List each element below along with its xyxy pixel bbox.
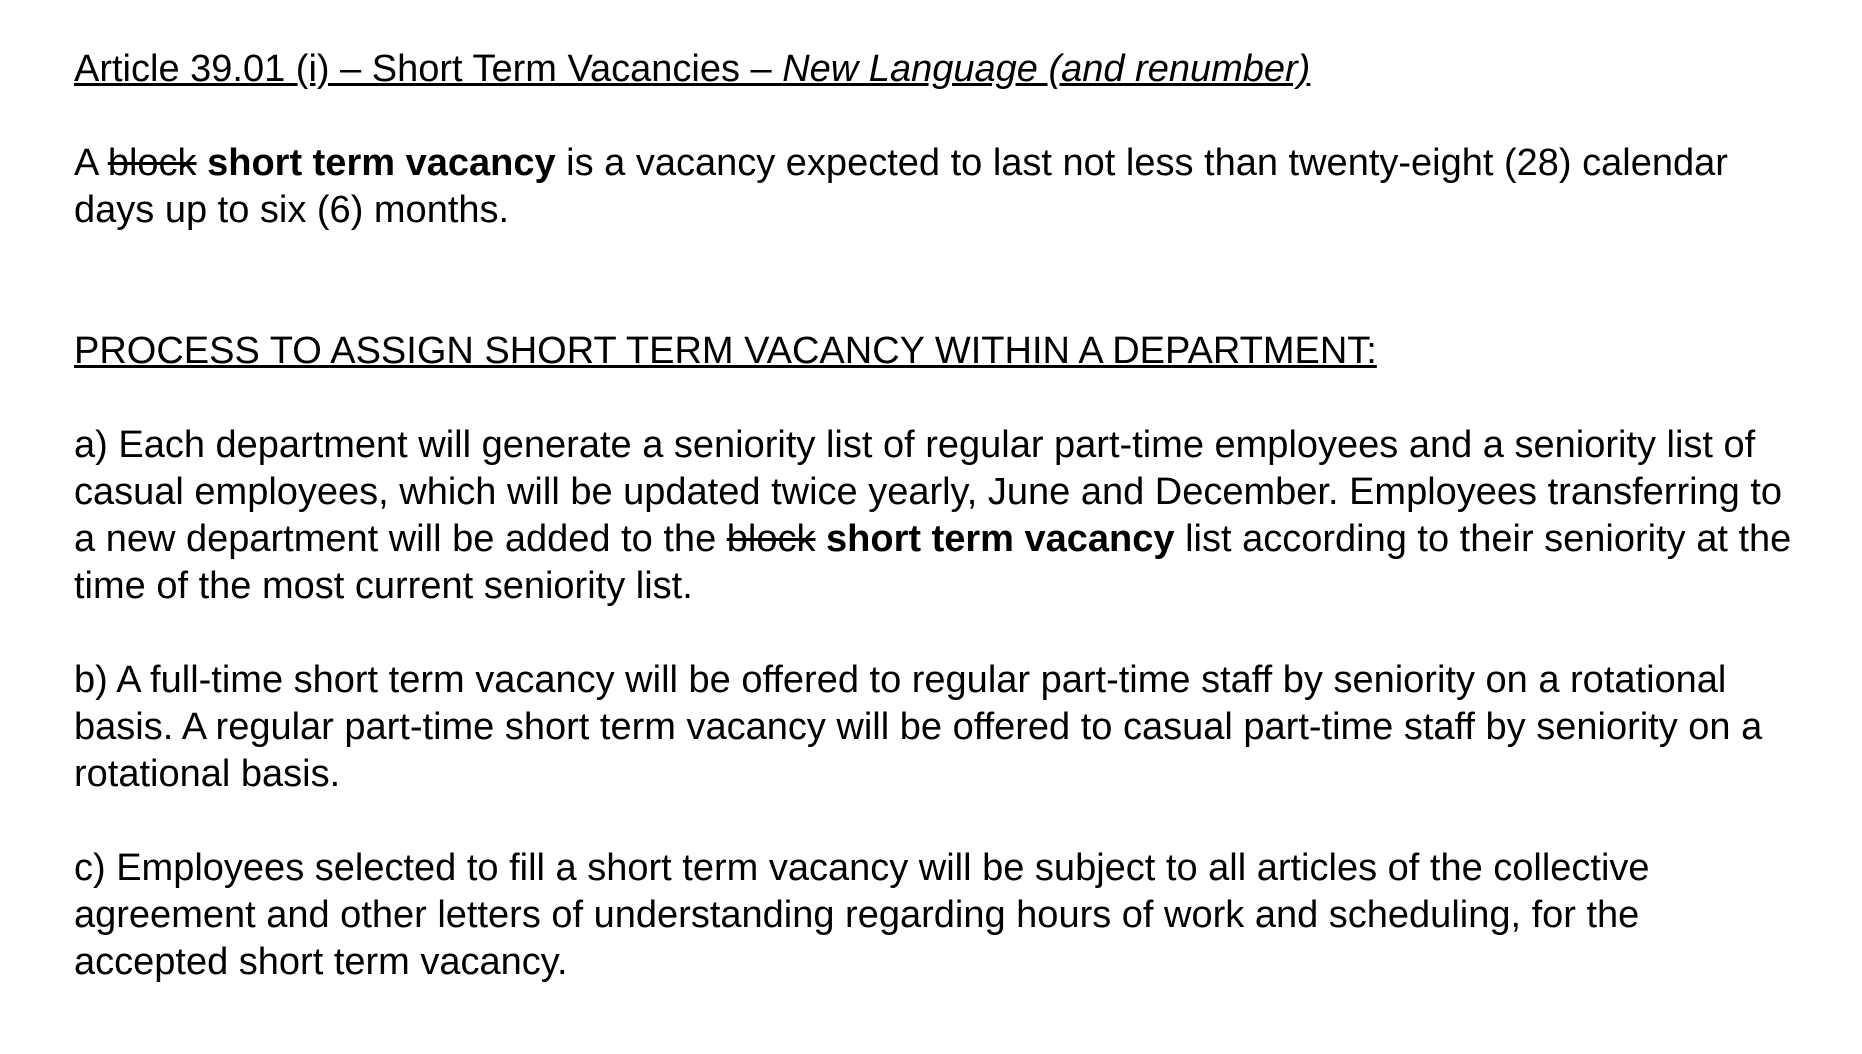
process-heading: PROCESS TO ASSIGN SHORT TERM VACANCY WITHIN A DEPARTMENT: — [74, 330, 1377, 372]
paragraph-a — [74, 422, 1804, 610]
paragraph-a-space — [815, 518, 826, 560]
article-heading-prefix: Article 39.01 (i) – Short Term Vacancies – — [74, 48, 783, 90]
document-page — [74, 46, 1804, 986]
definition-bold-term: short term vacancy — [207, 142, 556, 184]
paragraph-a-struck-word: block — [726, 518, 816, 560]
article-heading-italic: New Language (and renumber) — [782, 48, 1311, 90]
paragraph-a-start: a) Each department will generate a seniority list of regular part-time employees and a seniority list of casual employees, which will be updated twice yearly, June and December. Employees transferring to a new department will be added to the — [74, 424, 1783, 560]
paragraph-c: c) Employees selected to fill a short term vacancy will be subject to all articles of the collective agreement and other letters of understanding regarding hours of work and scheduling, for the accepted short term vacancy. — [74, 847, 1650, 983]
paragraph-b: b) A full-time short term vacancy will be offered to regular part-time staff by seniority on a rotational basis. A regular part-time short term vacancy will be offered to casual part-time staff by seniority on a rotational basis. — [74, 659, 1763, 795]
article-heading — [74, 46, 1804, 93]
spacer — [74, 93, 1804, 140]
definition-space — [197, 142, 208, 184]
paragraph-a-end: list according to their seniority at the time of the most current seniority list. — [74, 518, 1792, 607]
spacer — [74, 610, 1804, 657]
spacer — [74, 234, 1804, 328]
spacer — [74, 798, 1804, 845]
paragraph-a-bold-term: short term vacancy — [826, 518, 1175, 560]
definition-rest: is a vacancy expected to last not less than twenty-eight (28) calendar days up to six (6) months. — [74, 142, 1728, 231]
definition-paragraph — [74, 140, 1804, 234]
definition-struck-word: block — [107, 142, 197, 184]
definition-article: A — [74, 142, 108, 184]
spacer — [74, 375, 1804, 422]
